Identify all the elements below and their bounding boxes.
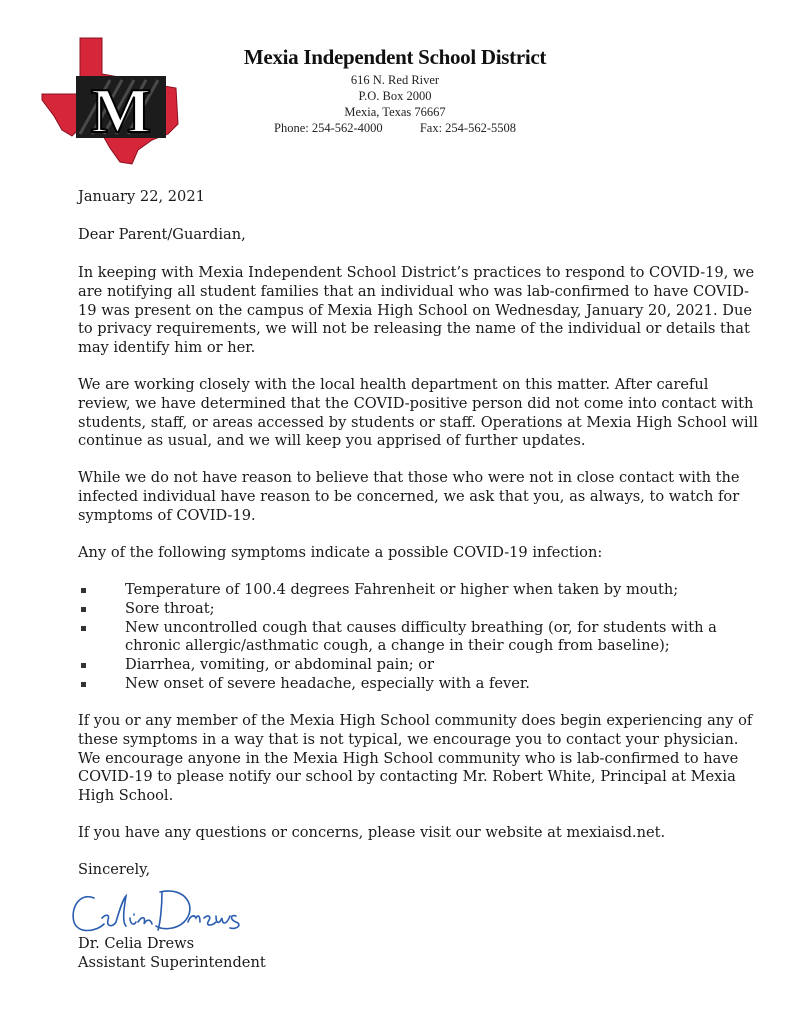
paragraph-contact-physician: If you or any member of the Mexia High School community does begin experiencing any of these symptoms in a way that is not typical, we encourage you to contact your physician. We encourage anyone in the Mexia High School community who is lab-confirmed to have COVID-19 to please notify our school by contacting Mr. Robert White, Principal at Mexia High School. — [78, 712, 753, 805]
phone-number: Phone: 254-562-4000 — [274, 121, 383, 135]
signer-name: Dr. Celia Drews — [78, 935, 195, 952]
address-line-city: Mexia, Texas 76667 — [344, 105, 446, 119]
letter-date: January 22, 2021 — [78, 188, 205, 205]
logo-letter: M — [90, 75, 152, 146]
symptoms-list — [78, 581, 758, 694]
fax-number: Fax: 254-562-5508 — [419, 121, 516, 135]
list-item: Sore throat; — [78, 600, 758, 619]
paragraph-health-department: We are working closely with the local health department on this matter. After careful review, we have determined that the COVID-positive person did not come into contact with students, staff, or areas accessed by students or staff. Operations at Mexia High School will continue as usual, and we will keep you apprised of further updates. — [78, 376, 758, 450]
contact-line — [200, 120, 590, 136]
salutation: Dear Parent/Guardian, — [78, 226, 246, 243]
district-logo — [40, 36, 180, 166]
paragraph-watch-symptoms: While we do not have reason to believe that those who were not in close contact with the infected individual have reason to be concerned, we ask that you, as always, to watch for symptoms of COVID-19. — [78, 469, 740, 524]
address-line-street: 616 N. Red River — [350, 73, 440, 87]
signer-title: Assistant Superintendent — [78, 954, 266, 971]
address-line-pobox: P.O. Box 2000 — [358, 89, 432, 103]
district-name: Mexia Independent School District — [243, 45, 547, 69]
handwritten-signature — [66, 878, 256, 940]
list-item: New onset of severe headache, especially with a fever. — [78, 675, 758, 694]
list-item: New uncontrolled cough that causes difficulty breathing (or, for students with a chronic allergic/asthmatic cough, a change in their cough from baseline); — [78, 619, 758, 657]
paragraph-notification: In keeping with Mexia Independent School District’s practices to respond to COVID-19, we are notifying all student families that an individual who was lab-confirmed to have COVID-19 was present on the campus of Mexia High School on Wednesday, January 20, 2021. Due to privacy requirements, we will not be releasing the name of the individual or details that may identify him or her. — [78, 264, 755, 357]
paragraph-website: If you have any questions or concerns, please visit our website at mexiaisd.net. — [78, 824, 666, 841]
list-item: Temperature of 100.4 degrees Fahrenheit or higher when taken by mouth; — [78, 581, 758, 600]
paragraph-symptoms-intro: Any of the following symptoms indicate a possible COVID-19 infection: — [78, 544, 603, 561]
letterhead — [200, 45, 590, 136]
closing: Sincerely, — [78, 861, 151, 878]
list-item: Diarrhea, vomiting, or abdominal pain; or — [78, 656, 758, 675]
